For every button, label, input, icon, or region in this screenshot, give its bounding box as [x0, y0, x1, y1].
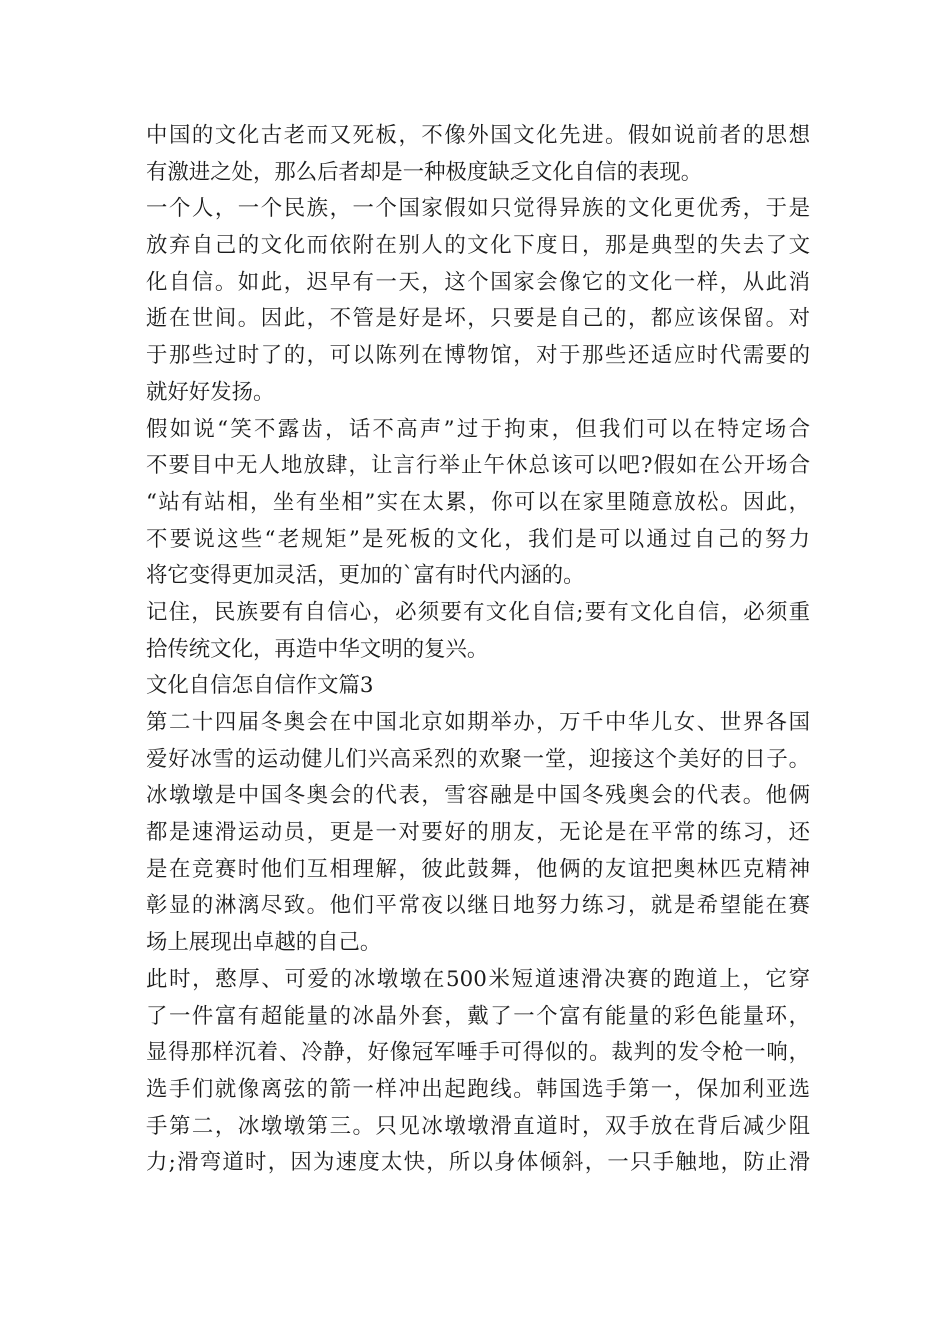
paragraph-winter-olympics-1: [146, 705, 810, 778]
text-line: 了一件富有超能量的冰晶外套，戴了一个富有能量的彩色能量环，: [146, 1003, 810, 1029]
text-line: 力;滑弯道时，因为速度太快，所以身体倾斜，一只手触地，防止滑: [146, 1150, 810, 1176]
text-line: 显得那样沉着、冷静，好像冠军唾手可得似的。裁判的发令枪一响，: [146, 1040, 810, 1066]
text-line: 不要目中无人地放肆，让言行举止午休总该可以吧?假如在公开场合: [146, 453, 810, 479]
paragraph-winter-olympics-3: [146, 962, 810, 1182]
text-line: 放弃自己的文化而依附在别人的文化下度日，那是典型的失去了文: [146, 233, 810, 259]
text-line: 是在竞赛时他们互相理解，彼此鼓舞，他俩的友谊把奥林匹克精神: [146, 856, 810, 882]
text-line: 中国的文化古老而又死板，不像外国文化先进。假如说前者的思想: [146, 123, 810, 148]
paragraph-cultural-confidence-4: [146, 595, 810, 668]
text-line: 此时，憨厚、可爱的冰墩墩在500米短道速滑决赛的跑道上，它穿: [146, 966, 810, 992]
section-heading: [146, 668, 810, 705]
text-line: 拾传统文化，再造中华文明的复兴。: [146, 636, 489, 662]
text-line: 逝在世间。因此，不管是好是坏，只要是自己的，都应该保留。对: [146, 306, 810, 332]
text-line: 都是速滑运动员，更是一对要好的朋友，无论是在平常的练习，还: [146, 820, 810, 846]
text-line: 不要说这些“老规矩”是死板的文化，我们是可以通过自己的努力: [146, 526, 810, 552]
paragraph-winter-olympics-2: [146, 778, 810, 961]
text-line: 第二十四届冬奥会在中国北京如期举办，万千中华儿女、世界各国: [146, 710, 810, 735]
text-line: 记住，民族要有自信心，必须要有文化自信;要有文化自信，必须重: [146, 599, 810, 625]
text-line: 彰显的淋漓尽致。他们平常夜以继日地努力练习，就是希望能在赛: [146, 893, 810, 919]
text-line: 场上展现出卓越的自己。: [146, 930, 382, 956]
text-line: 爱好冰雪的运动健儿们兴高采烈的欢聚一堂，迎接这个美好的日子。: [146, 746, 810, 772]
text-line: “站有站相，坐有坐相”实在太累，你可以在家里随意放松。因此，: [146, 489, 810, 515]
paragraph-cultural-confidence-3: [146, 412, 810, 595]
paragraph-cultural-confidence-2: [146, 191, 810, 411]
text-line: 选手们就像离弦的箭一样冲出起跑线。韩国选手第一，保加利亚选: [146, 1076, 810, 1102]
text-line: 有激进之处，那么后者却是一种极度缺乏文化自信的表现。: [146, 159, 703, 185]
text-line: 将它变得更加灵活，更加的`富有时代内涵的。: [146, 563, 585, 589]
essay-title: 文化自信怎自信作文篇3: [146, 673, 374, 699]
document-page: [146, 118, 810, 1182]
text-line: 就好好发扬。: [146, 379, 275, 405]
text-line: 化自信。如此，迟早有一天，这个国家会像它的文化一样，从此消: [146, 269, 810, 295]
paragraph-cultural-confidence-1: [146, 118, 810, 191]
text-line: 冰墩墩是中国冬奥会的代表，雪容融是中国冬残奥会的代表。他俩: [146, 783, 810, 809]
text-line: 手第二，冰墩墩第三。只见冰墩墩滑直道时，双手放在背后减少阻: [146, 1113, 810, 1139]
text-line: 于那些过时了的，可以陈列在博物馆，对于那些还适应时代需要的: [146, 343, 810, 369]
text-line: 假如说“笑不露齿，话不高声”过于拘束，但我们可以在特定场合: [146, 416, 810, 442]
text-line: 一个人，一个民族，一个国家假如只觉得异族的文化更优秀，于是: [146, 196, 810, 222]
